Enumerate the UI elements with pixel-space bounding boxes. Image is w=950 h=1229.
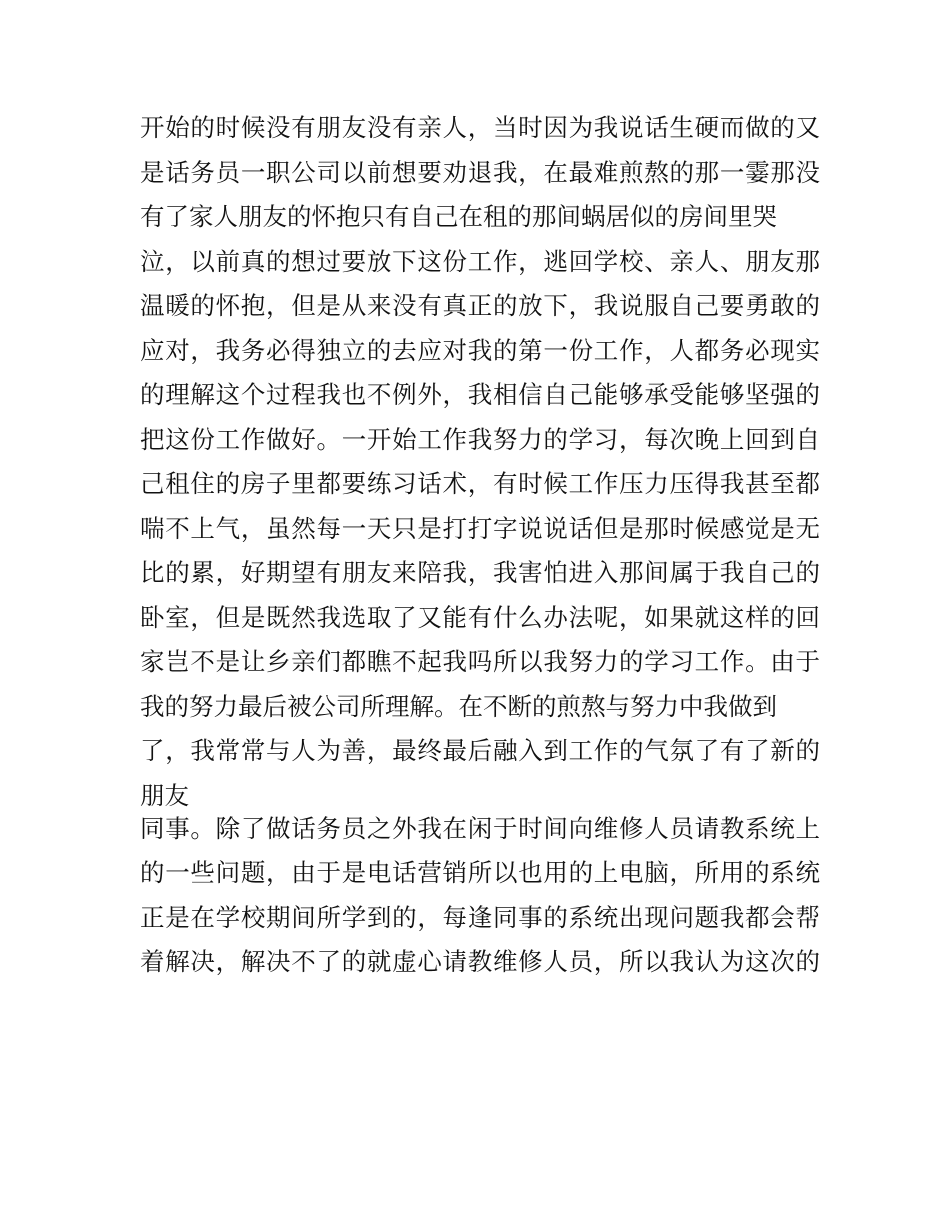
text-line: 比的累，好期望有朋友来陪我，我害怕进入那间属于我自己的: [140, 558, 820, 587]
text-line: 我的努力最后被公司所理解。在不断的煎熬与努力中我做到: [140, 691, 777, 721]
text-line: 着解决，解决不了的就虚心请教维修人员，所以我认为这次的: [140, 947, 820, 976]
text-line: 喘不上气，虽然每一天只是打打字说说话但是那时候感觉是无: [140, 513, 820, 543]
text-line: 卧室，但是既然我选取了又能有什么办法呢，如果就这样的回: [140, 602, 820, 632]
text-line: 同事。除了做话务员之外我在闲于时间向维修人员请教系统上: [140, 813, 820, 843]
text-line: 正是在学校期间所学到的，每逢同事的系统出现问题我都会帮: [140, 902, 820, 932]
text-line: 的理解这个过程我也不例外，我相信自己能够承受能够坚强的: [140, 380, 820, 409]
text-line: 把这份工作做好。一开始工作我努力的学习，每次晚上回到自: [140, 424, 820, 454]
text-line: 温暖的怀抱，但是从来没有真正的放下，我说服自己要勇敢的: [140, 291, 820, 320]
text-line: 家岂不是让乡亲们都瞧不起我吗所以我努力的学习工作。由于: [140, 647, 820, 676]
text-line: 开始的时候没有朋友没有亲人，当时因为我说话生硬而做的又: [140, 113, 820, 142]
text-line: 了，我常常与人为善，最终最后融入到工作的气氛了有了新的: [140, 736, 820, 765]
text-line: 应对，我务必得独立的去应对我的第一份工作，人都务必现实: [140, 335, 820, 365]
text-line: 己租住的房子里都要练习话术，有时候工作压力压得我甚至都: [140, 469, 820, 498]
body-text: [140, 106, 820, 985]
text-line: 有了家人朋友的怀抱只有自己在租的那间蜗居似的房间里哭: [140, 202, 777, 231]
text-line: 朋友: [140, 780, 189, 810]
text-line: 是话务员一职公司以前想要劝退我，在最难煎熬的那一霎那没: [140, 157, 820, 187]
text-line: 泣，以前真的想过要放下这份工作，逃回学校、亲人、朋友那: [140, 246, 820, 276]
text-line: 的一些问题，由于是电话营销所以也用的上电脑，所用的系统: [140, 858, 820, 887]
